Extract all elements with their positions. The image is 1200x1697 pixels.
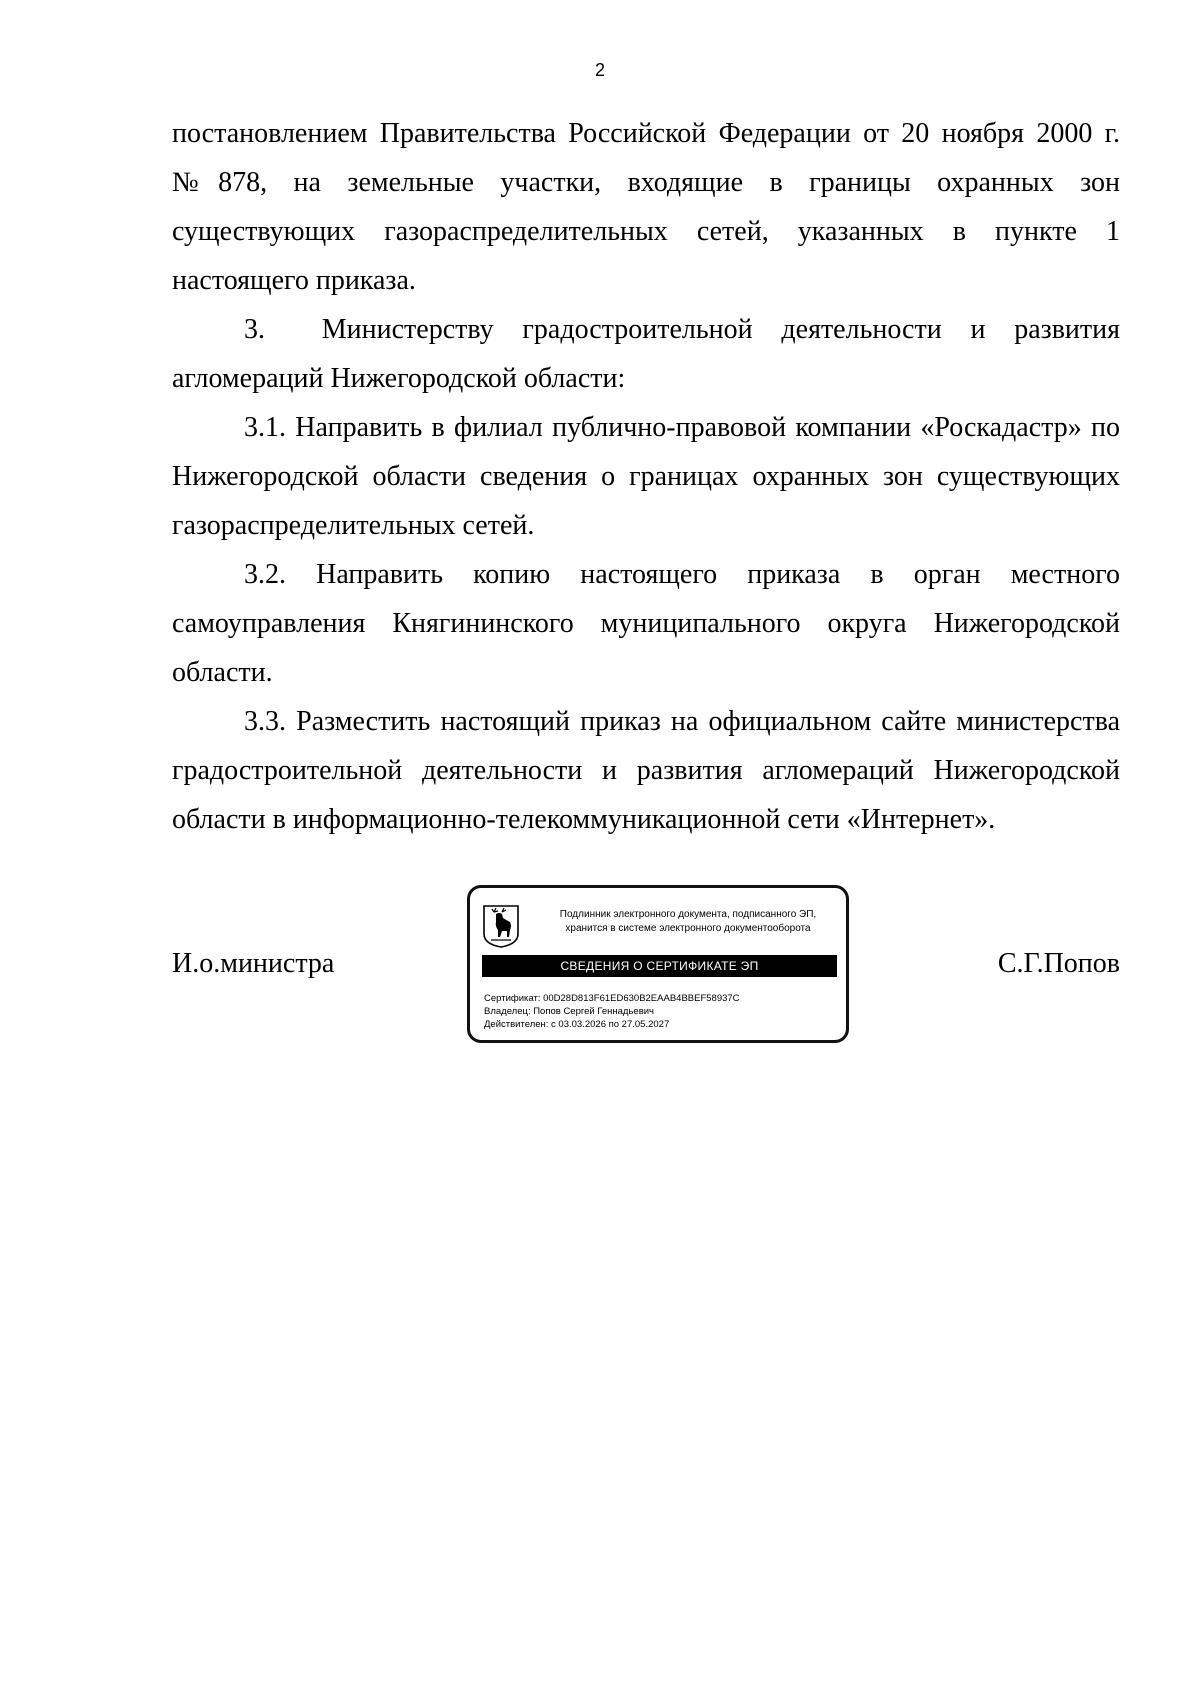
paragraph-continuation: постановлением Правительства Российской Федерации от 20 ноября 2000 г. №878, на земельные участки, входящие в границы охранных зон существующих газораспределительных сетей, указанных в пункте 1 настоящего приказа. bbox=[172, 118, 1120, 296]
stamp-header-line: хранится в системе электронного документооборота bbox=[565, 923, 811, 934]
signatory-title: И.о.министра bbox=[172, 948, 335, 979]
stamp-title-bar: СВЕДЕНИЯ О СЕРТИФИКАТЕ ЭП bbox=[482, 955, 837, 977]
deer-emblem-icon bbox=[482, 904, 520, 948]
page-number: 2 bbox=[594, 60, 605, 80]
certificate-number: Сертификат: 00D28D813F61ED630B2EAAB4BBEF58937C bbox=[484, 993, 740, 1004]
paragraph-item-3: 3. Министерству градостроительной деятельности и развития агломераций Нижегородской области: bbox=[172, 314, 1120, 394]
paragraph-item-3-3: 3.3. Разместить настоящий приказ на официальном сайте министерства градостроительной деятельности и развития агломераций Нижегородской области в информационно-телекоммуникационной сети «Интернет». bbox=[172, 706, 1120, 835]
stamp-certificate-details bbox=[484, 992, 740, 1031]
stamp-header bbox=[530, 908, 846, 936]
certificate-owner: Владелец: Попов Сергей Геннадьевич bbox=[484, 1006, 655, 1017]
paragraph-item-3-2: 3.2. Направить копию настоящего приказа в орган местного самоуправления Княгининского муниципального округа Нижегородской области. bbox=[172, 559, 1120, 688]
signature-block bbox=[172, 885, 1120, 1045]
document-body bbox=[172, 109, 1120, 844]
stamp-header-line: Подлинник электронного документа, подписанного ЭП, bbox=[559, 909, 817, 920]
certificate-validity: Действителен: с 03.03.2026 по 27.05.2027 bbox=[484, 1019, 670, 1030]
signatory-name: С.Г.Попов bbox=[997, 948, 1120, 979]
electronic-signature-stamp bbox=[467, 885, 849, 1043]
paragraph-item-3-1: 3.1. Направить в филиал публично-правовой компании «Роскадастр» по Нижегородской области сведения о границах охранных зон существующих газораспределительных сетей. bbox=[172, 412, 1120, 541]
